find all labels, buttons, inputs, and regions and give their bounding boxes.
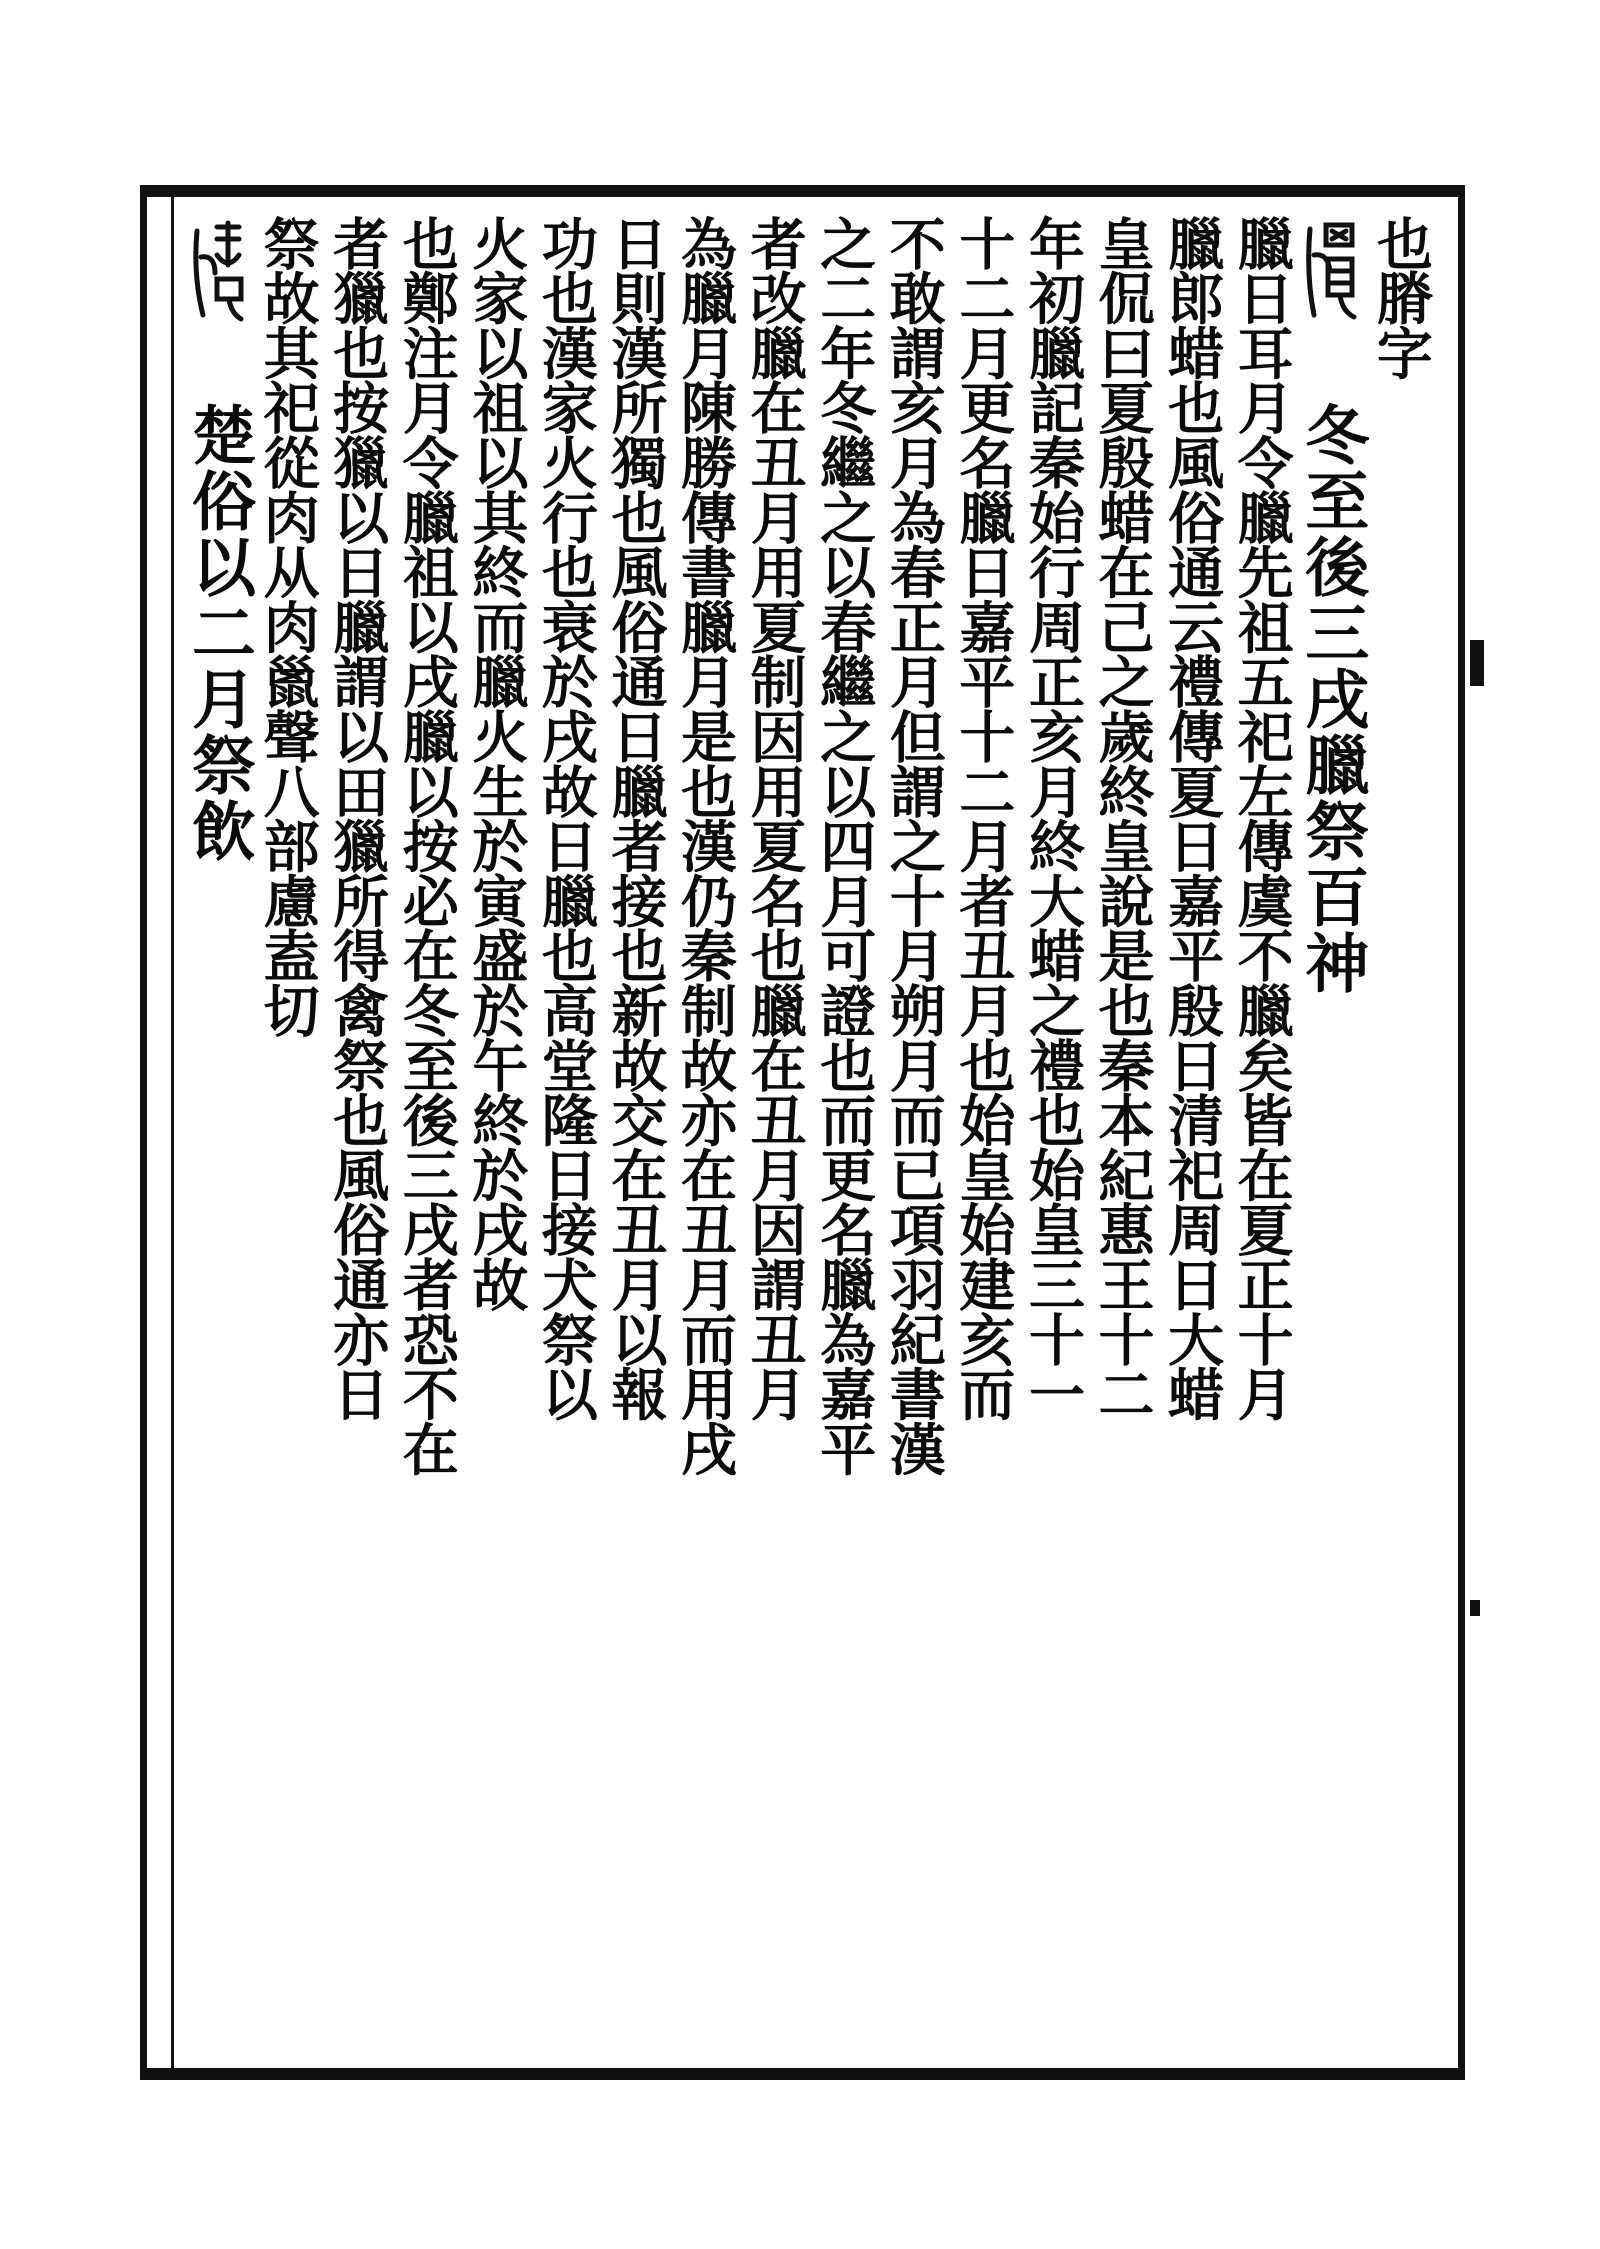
seal-script-glyph-la-icon [1300, 215, 1362, 325]
text-column-16: 祭故其祀從肉从肉巤聲八部慮盍切 [254, 215, 321, 1038]
text-column-2: 臘日耳月令臘先祖五祀左傳虞不臘矣皆在夏正十月 [1228, 215, 1295, 1421]
headword-text: 冬至後三戌臘祭百神 [1294, 402, 1370, 996]
text-column-13: 火家以祖以其終而臘火生於寅盛於午終於戌故 [463, 215, 530, 1311]
headword-text-2: 楚俗以二月祭飲 [181, 402, 256, 864]
headword-column-2 [181, 215, 256, 2055]
text-column-9: 者改臘在丑月用夏制因用夏名也臘在丑月因謂丑月 [741, 215, 808, 1421]
text-column-4: 皇侃曰夏殷蜡在己之歲終皇說是也秦本紀惠王十二 [1089, 215, 1156, 1421]
text-column-10: 為臘月陳勝傳書臘月是也漢仍秦制故亦在丑月而用戌 [672, 215, 739, 1476]
text-column-5: 年初臘記秦始行周正亥月終大蜡之禮也始皇三十一 [1019, 215, 1086, 1421]
text-column-8: 之二年冬繼之以春繼之以四月可證也而更名臘為嘉平 [811, 215, 878, 1476]
page-frame [140, 185, 1465, 2080]
headword-column [1294, 215, 1370, 2055]
seal-script-glyph-chu-icon [187, 215, 249, 325]
column-rule-left [171, 197, 174, 2068]
text-column-12: 功也漢家火行也衰於戌故日臘也高堂隆日接犬祭以 [532, 215, 599, 1421]
text-column-7: 不敢謂亥月為春正月但謂之十月朔月而已項羽紀書漢 [880, 215, 947, 1476]
fold-mark-bottom [1470, 1600, 1480, 1616]
text-column-3: 臘郎蜡也風俗通云禮傳夏日嘉平殷日清祀周日大蜡 [1159, 215, 1226, 1421]
text-column-11: 日則漢所獨也風俗通日臘者接也新故交在丑月以報 [602, 215, 669, 1421]
fold-mark-top [1470, 640, 1484, 686]
text-column-14: 也鄭注月令臘祖以戌臘以按必在冬至後三戌者恐不在 [393, 215, 460, 1476]
text-column-1: 也膌字 [1367, 215, 1434, 380]
vertical-text-block [181, 215, 1434, 2055]
text-column-6: 十二月更名臘日嘉平十二月者丑月也始皇始建亥而 [950, 215, 1017, 1421]
text-column-15: 者獵也按獵以日臘謂以田獵所得禽祭也風俗通亦日 [324, 215, 391, 1421]
